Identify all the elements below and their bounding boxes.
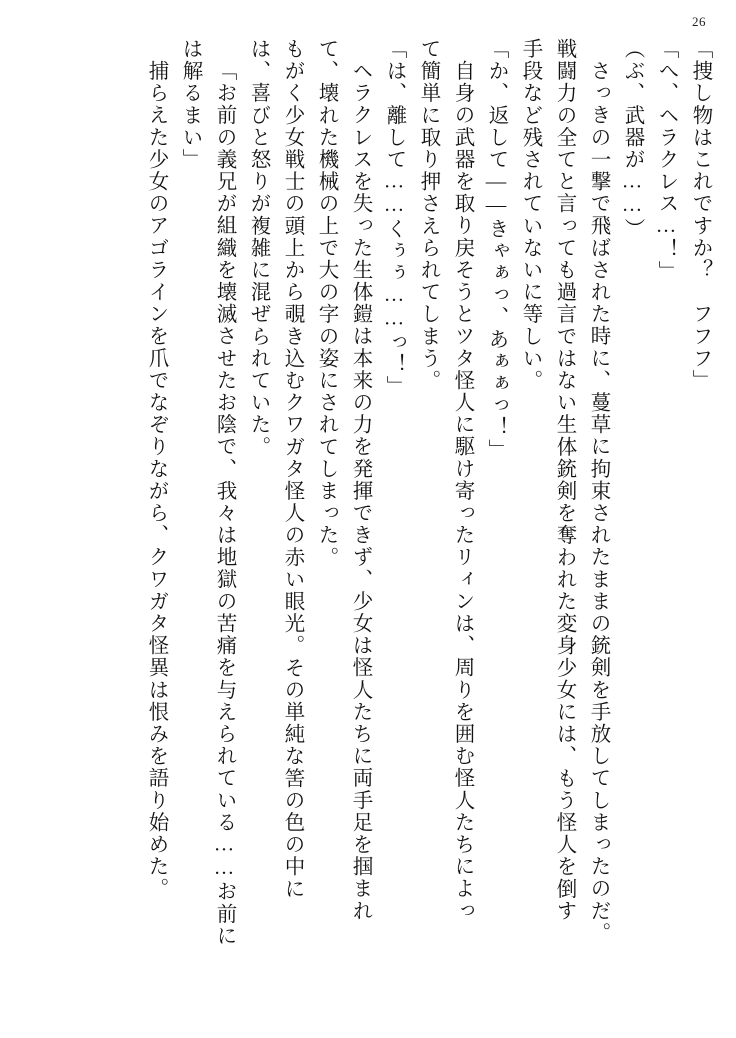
text-line: は解るまい」 <box>179 38 201 171</box>
text-line: て簡単に取り押さえられてしまう。 <box>417 38 439 392</box>
text-line: 戦闘力の全てと言っても過言ではない生体銃剣を奪われた変身少女には、もう怪人を倒す <box>553 38 575 922</box>
text-line: 手段など残されていないに等しい。 <box>519 38 541 392</box>
text-line: は、喜びと怒りが複雑に混ぜられていた。 <box>247 38 269 458</box>
text-line: 「お前の義兄が組織を壊滅させたお陰で、我々は地獄の苦痛を与えられている……お前に <box>213 60 235 947</box>
text-line: 自身の武器を取り戻そうとツタ怪人に駆け寄ったリィンは、周りを囲む怪人たちによっ <box>451 60 473 922</box>
text-line: （ぶ、武器が……） <box>621 38 643 240</box>
text-line: ヘラクレスを失った生体鎧は本来の力を発揮できず、少女は怪人たちに両手足を掴まれ <box>349 60 371 922</box>
page-number: 26 <box>692 14 706 29</box>
text-line: 「は、離して……くぅぅ……っ！」 <box>383 38 405 398</box>
text-line: 「捜し物はこれですか？ フフフ」 <box>689 38 711 392</box>
text-line: 捕らえた少女のアゴラインを爪でなぞりながら、クワガタ怪異は恨みを語り始めた。 <box>145 60 167 900</box>
text-line: 「へ、ヘラクレス…！」 <box>655 38 677 283</box>
text-line: さっきの一撃で飛ばされた時に、蔓草に拘束されたままの銃剣を手放してしまったのだ。 <box>587 60 609 944</box>
text-line: もがく少女戦士の頭上から覗き込むクワガタ怪人の赤い眼光。その単純な筈の色の中に <box>281 38 303 900</box>
text-line: 「か、返して——きゃぁっ、あぁぁっ！」 <box>485 38 507 461</box>
page-text-body <box>26 38 710 1016</box>
text-line: て、壊れた機械の上で大の字の姿にされてしまった。 <box>315 38 337 569</box>
